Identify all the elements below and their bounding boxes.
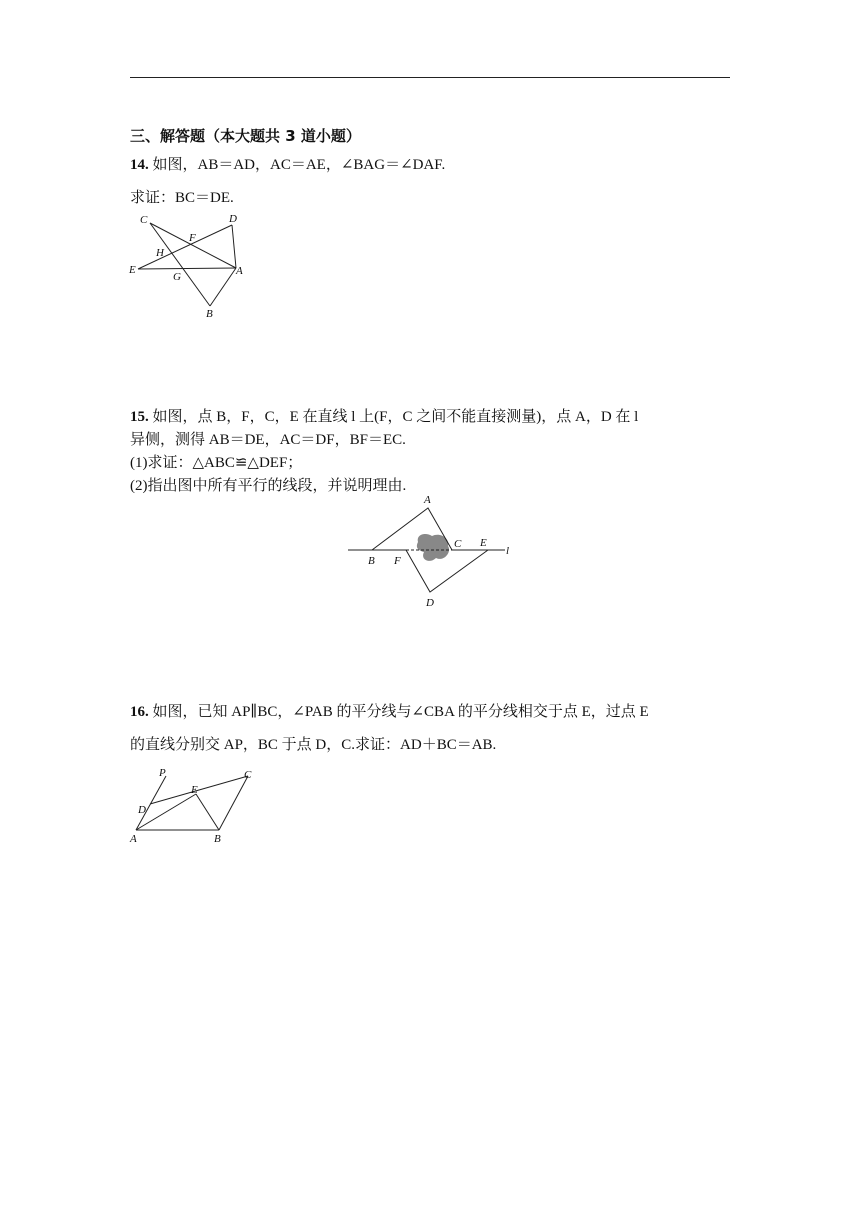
header-rule [130, 77, 730, 78]
problem-14-number: 14. [130, 157, 149, 173]
segment-cb [150, 223, 210, 306]
label-e: E [480, 537, 487, 549]
problem-14-line-1: 如图，AB＝AD，AC＝AE，∠BAG＝∠DAF. [152, 157, 446, 173]
problem-16-line-1: 如图，已知 AP∥BC，∠PAB 的平分线与∠CBA 的平分线相交于点 E，过点 E [152, 704, 649, 720]
segment-dc [150, 776, 248, 804]
section-title: 三、解答题（本大题共 3 道小题） [130, 127, 361, 145]
ray-ap [136, 776, 166, 830]
problem-16-statement [130, 702, 730, 722]
segment-ab [210, 268, 236, 306]
label-e: E [191, 784, 198, 796]
problem-16-line-2: 的直线分别交 AP，BC 于点 D，C.求证：AD＋BC＝AB. [130, 737, 497, 753]
triangle-dfe [406, 550, 488, 592]
label-b: B [214, 833, 221, 845]
segment-da [232, 225, 236, 268]
label-f: F [189, 232, 196, 244]
problem-14-line-2: 求证：BC＝DE. [130, 190, 234, 206]
problem-14-statement [130, 155, 730, 175]
label-h: H [156, 247, 164, 259]
figure-14 [126, 208, 256, 323]
segment-eb [196, 794, 219, 830]
obstacle-blob [417, 534, 449, 561]
label-p: P [159, 767, 166, 779]
segment-ca [150, 223, 236, 268]
label-e: E [129, 264, 136, 276]
problem-15-line-3: (1)求证：△ABC≌△DEF； [130, 455, 303, 471]
label-c: C [140, 214, 148, 226]
label-d: D [138, 804, 146, 816]
figure-16 [126, 764, 261, 849]
label-l: l [506, 545, 510, 557]
label-c: C [454, 538, 462, 550]
problem-15-line-1: 如图，点 B，F，C，E 在直线 l 上(F，C 之间不能直接测量)，点 A，D 在 l [152, 409, 639, 425]
label-a: A [424, 494, 431, 506]
label-g: G [173, 271, 181, 283]
label-d: D [426, 597, 434, 609]
figure-15 [340, 490, 520, 615]
problem-15-number: 15. [130, 409, 149, 425]
label-d: D [229, 213, 237, 225]
label-b: B [368, 555, 375, 567]
segment-bc [219, 776, 248, 830]
segment-ed [138, 225, 232, 269]
problem-15-statement [130, 407, 730, 427]
label-b: B [206, 308, 213, 320]
problem-15-line-4: (2)指出图中所有平行的线段，并说明理由. [130, 478, 407, 494]
label-a: A [130, 833, 137, 845]
label-a: A [236, 265, 243, 277]
label-f: F [394, 555, 401, 567]
problem-15-line-2: 异侧，测得 AB＝DE，AC＝DF，BF＝EC. [130, 432, 406, 448]
problem-16-number: 16. [130, 704, 149, 720]
label-c: C [244, 769, 252, 781]
segment-ea [138, 268, 236, 269]
